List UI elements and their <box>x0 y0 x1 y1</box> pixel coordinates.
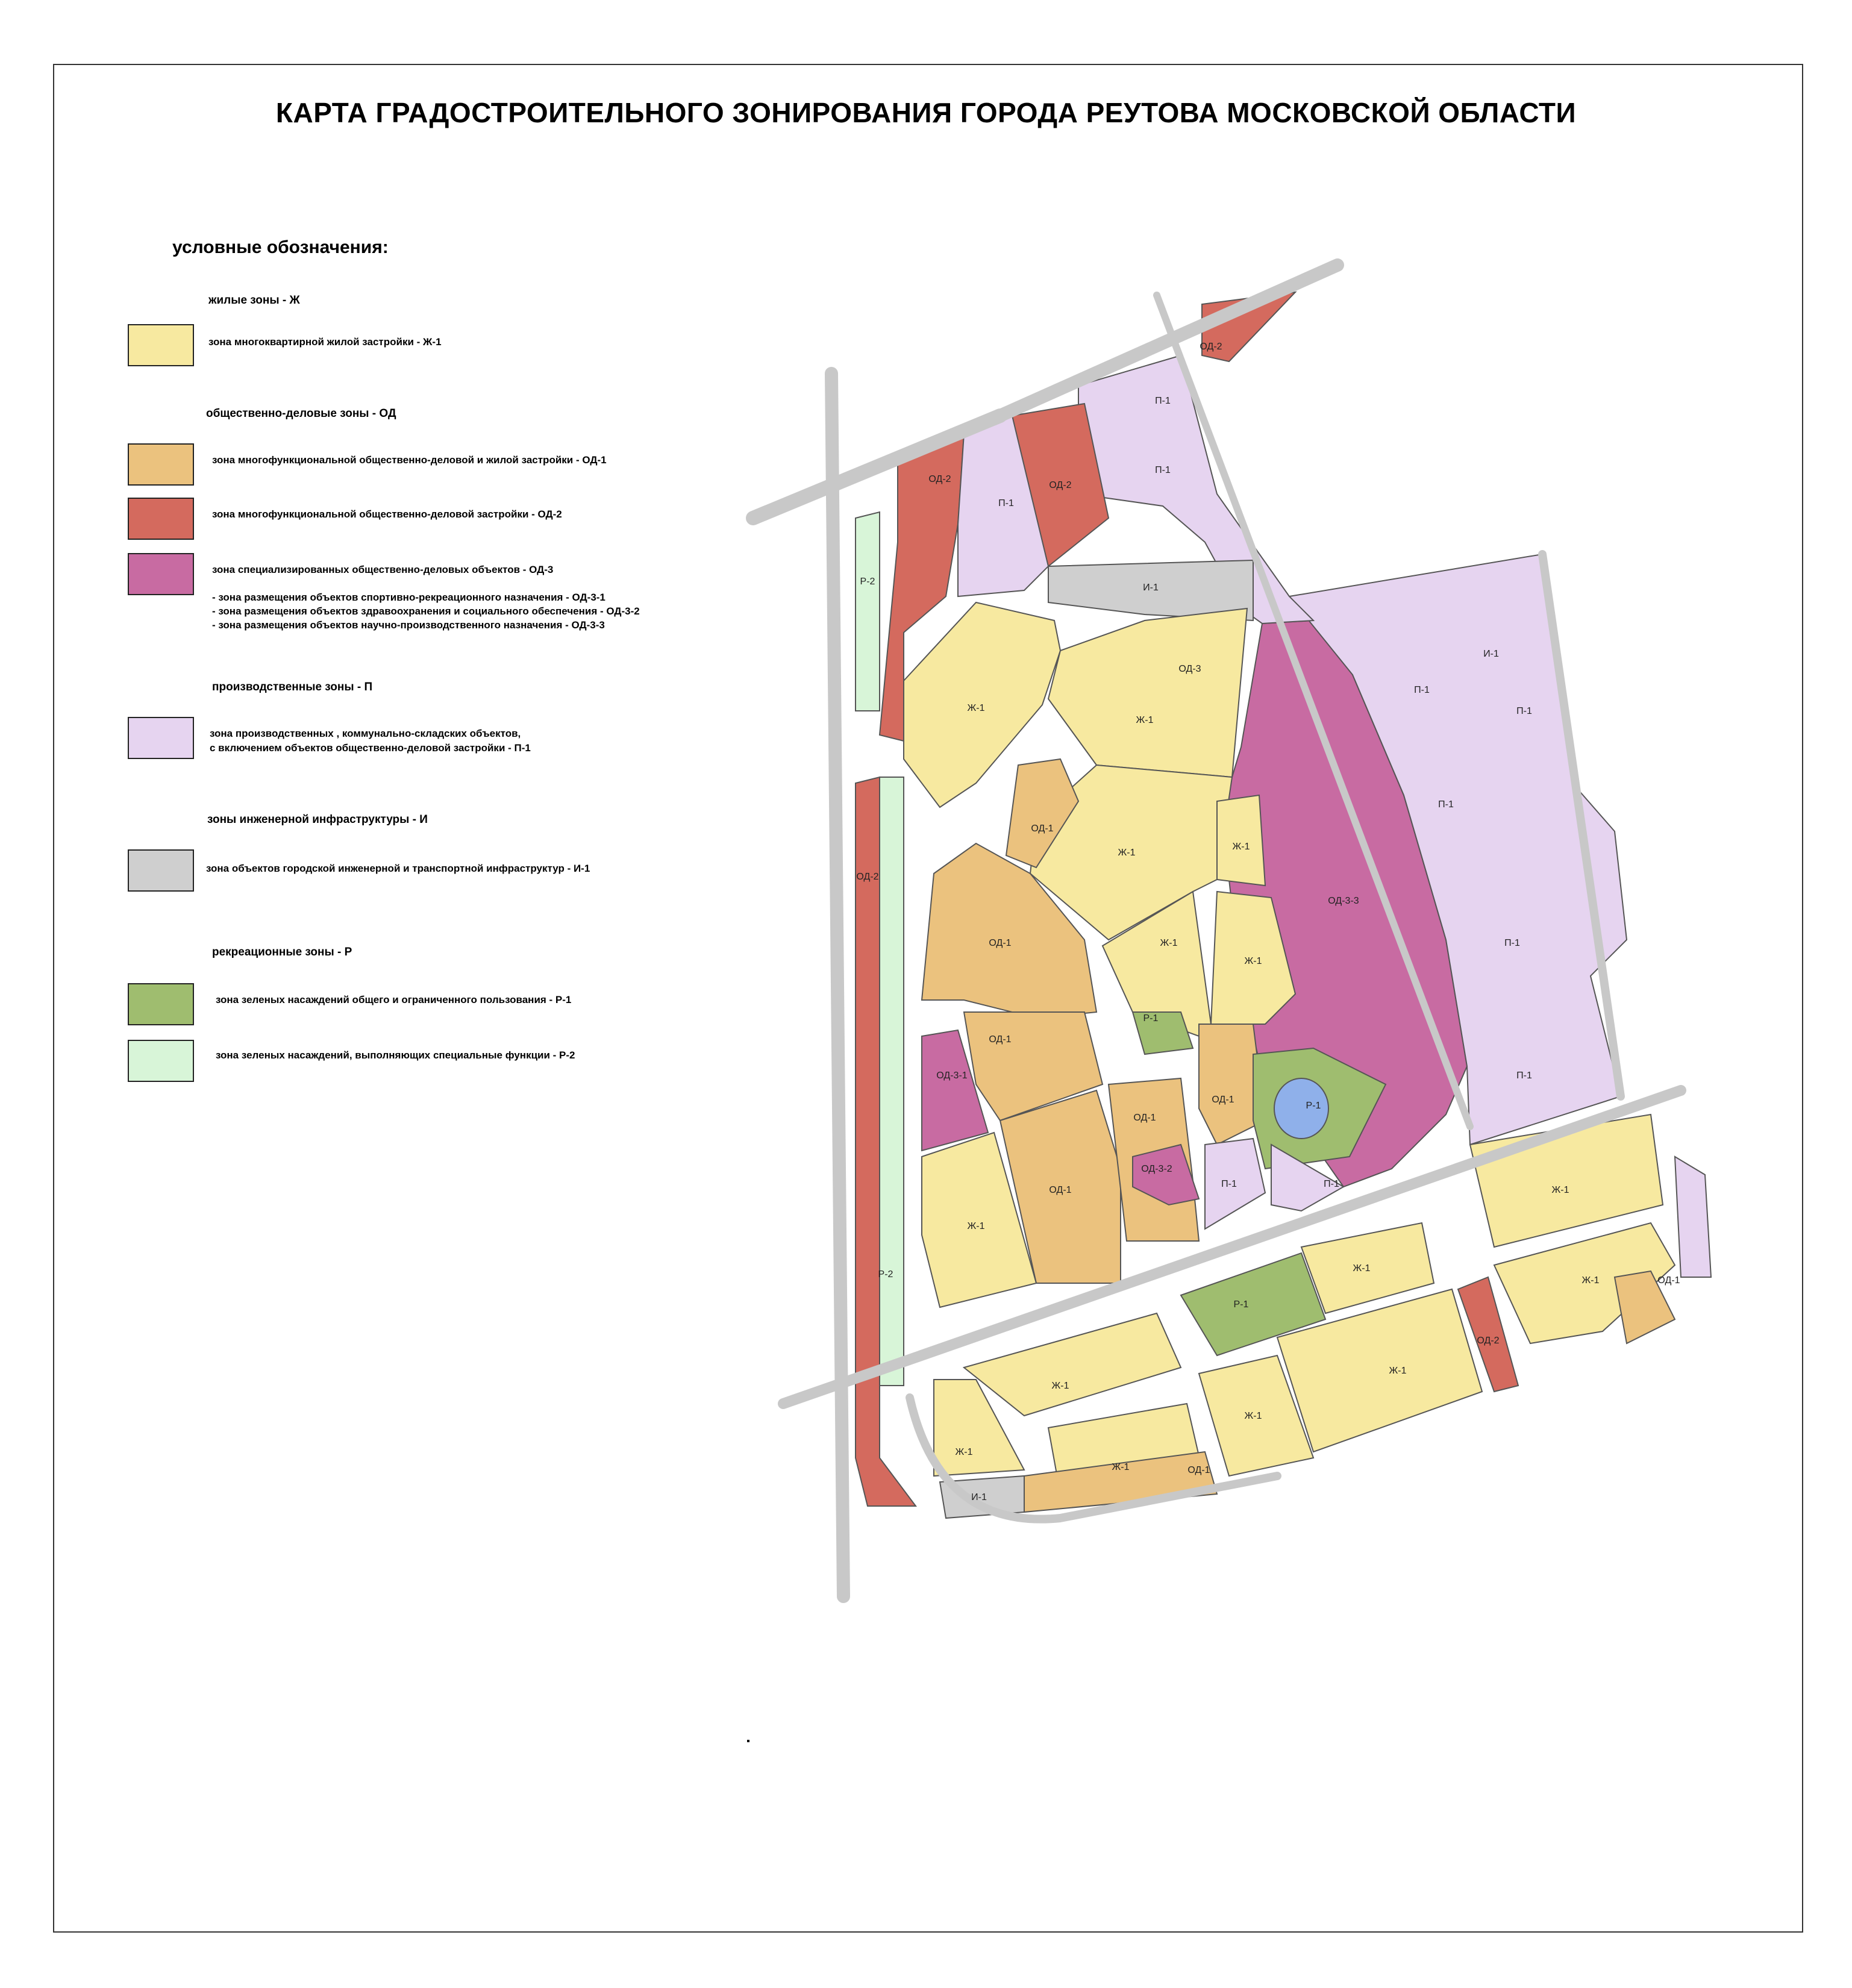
label-od2-west: ОД-2 <box>856 872 879 882</box>
label-zh1-s4: Ж-1 <box>955 1447 973 1457</box>
legend-item-od1: зона многофункциональной общественно-деловой и жилой застройки - ОД-1 <box>212 454 607 466</box>
label-zh1-c2: Ж-1 <box>1232 842 1250 852</box>
label-zh1-se1: Ж-1 <box>1551 1185 1569 1195</box>
legend-item-p1-line1: зона производственных , коммунально-складских объектов, <box>210 728 521 739</box>
label-i1-e: И-1 <box>1483 649 1499 659</box>
label-od1-se: ОД-1 <box>1657 1275 1680 1286</box>
legend-item-od2: зона многофункциональной общественно-деловой застройки - ОД-2 <box>212 508 562 520</box>
label-i1-center: И-1 <box>1143 583 1159 593</box>
legend-item-zh1: зона многоквартирной жилой застройки - Ж-1 <box>208 336 442 348</box>
zone-zh1-nc <box>1048 608 1247 777</box>
label-p1-n2: П-1 <box>1155 465 1171 475</box>
zone-r2-west <box>856 512 880 711</box>
label-od1-w: ОД-1 <box>989 938 1012 948</box>
label-od3: ОД-3 <box>1178 664 1201 674</box>
label-p1-n1: П-1 <box>1155 396 1171 406</box>
zone-p1-se <box>1675 1157 1711 1277</box>
label-od1-s2: ОД-1 <box>1049 1185 1072 1195</box>
legend-group-residential: жилые зоны - Ж <box>208 294 300 307</box>
label-od33: ОД-3-3 <box>1328 896 1359 906</box>
label-zh1-nw: Ж-1 <box>967 703 985 713</box>
label-r1-south: Р-1 <box>1233 1299 1249 1310</box>
legend-item-r1: зона зеленых насаждений общего и ограниченного пользования - Р-1 <box>216 994 572 1005</box>
label-od2-n: ОД-2 <box>1049 480 1072 490</box>
label-od32: ОД-3-2 <box>1141 1164 1172 1174</box>
legend-item-r2: зона зеленых насаждений, выполняющих специальные функции - Р-2 <box>216 1049 575 1061</box>
label-zh1-big-s: Ж-1 <box>1389 1366 1407 1376</box>
label-zh1-c: Ж-1 <box>1118 848 1136 858</box>
label-zh1-se3: Ж-1 <box>1353 1263 1371 1274</box>
legend-item-i1: зона объектов городской инженерной и транспортной инфраструктур - И-1 <box>206 863 590 874</box>
road-west-vertical <box>831 374 843 1596</box>
label-od1-e: ОД-1 <box>1212 1095 1234 1105</box>
label-zh1-nc: Ж-1 <box>1136 715 1154 725</box>
legend-item-od31: - зона размещения объектов спортивно-рекреационного назначения - ОД-3-1 <box>212 592 605 603</box>
page-title: КАРТА ГРАДОСТРОИТЕЛЬНОГО ЗОНИРОВАНИЯ ГОРОДА РЕУТОВА МОСКОВСКОЙ ОБЛАСТИ <box>275 97 1577 128</box>
legend-item-od33: - зона размещения объектов научно-производственного назначения - ОД-3-3 <box>212 619 605 631</box>
label-zh1-mid2: Ж-1 <box>1244 956 1262 966</box>
label-od1-s1: ОД-1 <box>989 1034 1012 1045</box>
legend-item-od3: зона специализированных общественно-деловых объектов - ОД-3 <box>212 564 554 575</box>
label-od1-nc: ОД-1 <box>1031 824 1054 834</box>
label-zh1-mid1: Ж-1 <box>1160 938 1178 948</box>
label-od2-nw: ОД-2 <box>928 474 951 484</box>
label-r2-west2: Р-2 <box>878 1269 893 1280</box>
legend-group-business: общественно-деловые зоны - ОД <box>206 407 396 420</box>
label-r1-park: Р-1 <box>1306 1101 1321 1111</box>
label-p1-e5: П-1 <box>1516 1071 1532 1081</box>
label-zh1-se2: Ж-1 <box>1581 1275 1600 1286</box>
label-od2-nne: ОД-2 <box>1200 342 1222 352</box>
label-p1-e2: П-1 <box>1516 706 1532 716</box>
label-od2-se: ОД-2 <box>1477 1336 1500 1346</box>
legend-item-p1-line2: с включением объектов общественно-деловой застройки - П-1 <box>210 742 531 754</box>
label-r2-west: Р-2 <box>860 577 875 587</box>
label-p1-e4: П-1 <box>1504 938 1520 948</box>
stray-dot <box>747 1740 749 1742</box>
label-od1-s4: ОД-1 <box>1187 1465 1210 1475</box>
legend-group-infrastructure: зоны инженерной инфраструктуры - И <box>207 813 428 826</box>
legend-group-production: производственные зоны - П <box>212 681 373 693</box>
legend-heading: условные обозначения: <box>172 237 389 257</box>
label-p1-lc2: П-1 <box>1324 1179 1339 1189</box>
label-p1-lc: П-1 <box>1221 1179 1237 1189</box>
label-od1-s3: ОД-1 <box>1133 1113 1156 1123</box>
label-p1-e1: П-1 <box>1414 685 1430 695</box>
label-i1-s: И-1 <box>971 1492 987 1502</box>
label-zh1-s3: Ж-1 <box>1112 1462 1130 1472</box>
zone-zh1-c2 <box>1217 795 1265 886</box>
label-zh1-s1: Ж-1 <box>1051 1381 1069 1391</box>
legend-item-od32: - зона размещения объектов здравоохранения и социального обеспечения - ОД-3-2 <box>212 605 640 617</box>
label-od31: ОД-3-1 <box>936 1071 968 1081</box>
label-p1-nw: П-1 <box>998 498 1014 508</box>
label-zh1-sw: Ж-1 <box>967 1221 985 1231</box>
legend-group-recreation: рекреационные зоны - Р <box>212 946 352 958</box>
label-p1-e3: П-1 <box>1438 799 1454 810</box>
label-r1-small: Р-1 <box>1143 1013 1159 1024</box>
label-zh1-s2: Ж-1 <box>1244 1411 1262 1421</box>
